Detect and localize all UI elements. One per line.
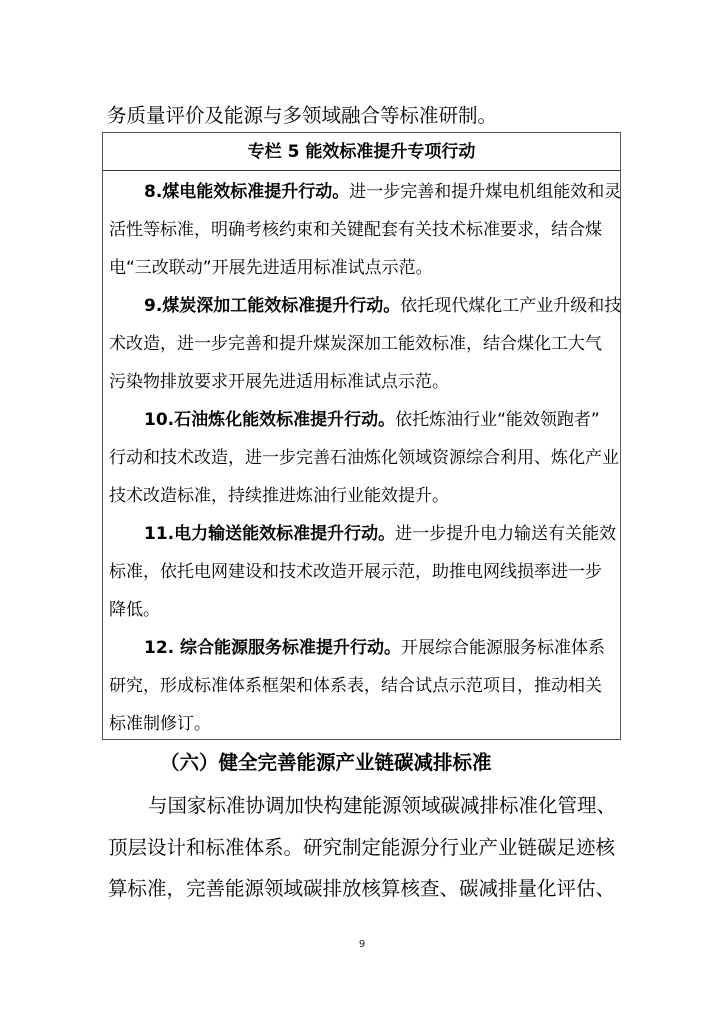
item-text: 活性等标准，明确考核约束和关键配套有关技术标准要求，结合煤 [109, 220, 602, 240]
item-text: 污染物排放要求开展先进适用标准试点示范。 [109, 372, 449, 392]
item-title: 10.石油炼化能效标准提升行动。 [144, 410, 396, 430]
item-text: 电“三改联动”开展先进适用标准试点示范。 [109, 258, 433, 278]
item-text: 降低。 [109, 600, 160, 620]
item-text: 标准，依托电网建设和技术改造开展示范，助推电网线损率进一步 [109, 562, 602, 582]
item-text: 行动和技术改造，进一步完善石油炼化领域资源综合利用、炼化产业 [109, 448, 619, 468]
special-column-box [102, 132, 621, 740]
item-title: 8.煤电能效标准提升行动。 [144, 182, 350, 202]
box-title: 专栏 5 能效标准提升专项行动 [103, 133, 620, 171]
section-heading: （六）健全完善能源产业链碳减排标准 [160, 751, 492, 774]
item-text: 依托炼油行业“能效领跑者” [395, 410, 600, 430]
paragraph-line: 顶层设计和标准体系。研究制定能源分行业产业链碳足迹核 [108, 836, 616, 859]
page-number: 9 [358, 939, 366, 950]
item-text: 进一步提升电力输送有关能效 [395, 524, 617, 544]
item-title: 11.电力输送能效标准提升行动。 [144, 524, 396, 544]
paragraph-line: 算标准，完善能源领域碳排放核算核查、碳减排量化评估、 [108, 877, 616, 900]
intro-text-line: 务质量评价及能源与多领域融合等标准研制。 [107, 104, 498, 127]
paragraph-line: 与国家标准协调加快构建能源领域碳减排标准化管理、 [148, 794, 617, 817]
item-text: 研究，形成标准体系框架和体系表，结合试点示范项目，推动相关 [109, 676, 602, 696]
item-title: 12. 综合能源服务标准提升行动。 [144, 638, 402, 658]
item-text: 术改造，进一步完善和提升煤炭深加工能效标准，结合煤化工大气 [109, 334, 602, 354]
item-title: 9.煤炭深加工能效标准提升行动。 [144, 296, 401, 316]
item-text: 依托现代煤化工产业升级和技 [400, 296, 622, 316]
item-text: 进一步完善和提升煤电机组能效和灵 [349, 182, 622, 202]
item-text: 技术改造标准，持续推进炼油行业能效提升。 [109, 486, 449, 506]
item-text: 开展综合能源服务标准体系 [401, 638, 606, 658]
item-text: 标准制修订。 [109, 714, 211, 734]
